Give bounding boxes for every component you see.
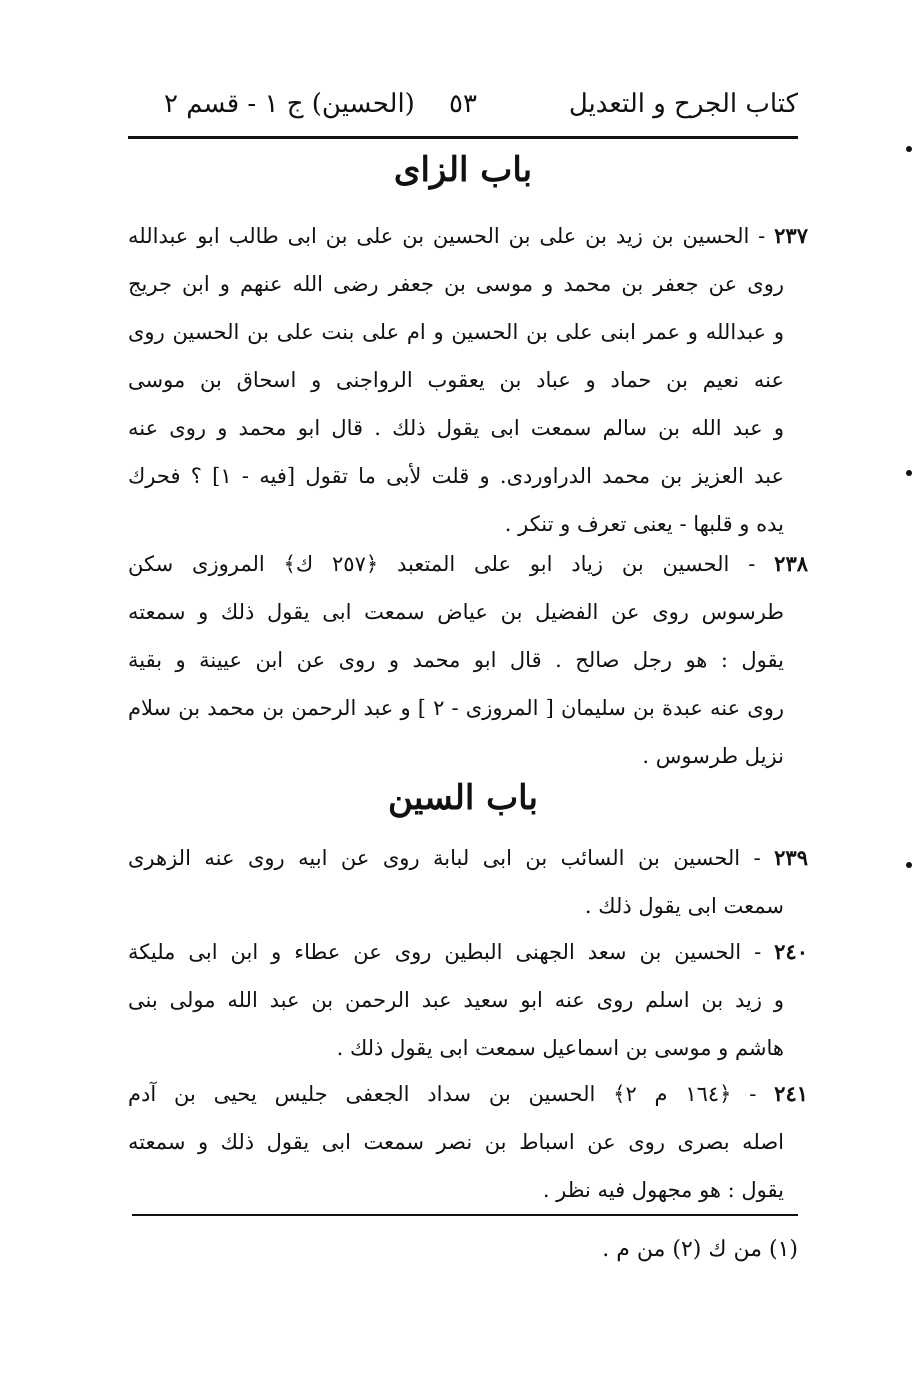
entry-number: ٢٣٨ [774,551,808,576]
entry-number: ٢٤٠ [774,939,808,964]
entry-line: هاشم و موسى بن اسماعيل سمعت ابى يقول ذلك . [336,1036,784,1060]
entry-line: ٢٣٩ - الحسين بن السائب بن ابى لبابة روى عن ابيه روى عنه الزهرى [128,845,808,870]
entry-240 [128,928,808,1072]
section-title-sin: باب السين [388,778,538,818]
entry-line: سمعت ابى يقول ذلك . [584,894,784,918]
entry-line: عنه نعيم بن حماد و عباد بن يعقوب الرواجنى و اسحاق بن موسى [128,368,784,392]
entry-line: روى عنه عبدة بن سليمان [ المروزى - ٢ ] و عبد الرحمن بن محمد بن سلام [128,696,784,720]
entry-line: يقول : هو رجل صالح . قال ابو محمد و روى عن ابن عيينة و بقية [128,648,784,672]
section-title-zay: باب الزاى [393,150,533,190]
entry-line: ٢٣٧ - الحسين بن زيد بن على بن الحسين بن على بن ابى طالب ابو عبدالله [128,223,808,248]
entry-number: ٢٣٩ [774,845,808,870]
margin-dot [906,146,912,152]
entry-line: يقول : هو مجهول فيه نظر . [542,1178,784,1202]
entry-line: عبد العزيز بن محمد الدراوردى. و قلت لأبى ما تقول [فيه - ١] ؟ فحرك [128,464,785,488]
entry-241 [128,1070,808,1214]
entry-line: ٢٣٨ - الحسين بن زياد ابو على المتعبد ﴿٢٥٧ ك﴾ المروزى سكن [128,551,808,576]
margin-dot [906,862,912,868]
entry-line: ٢٤١ - ﴿١٦٤ م ٢﴾ الحسين بن سداد الجعفى جليس يحيى بن آدم [128,1081,808,1106]
footnote-rule [132,1214,798,1216]
section-reference: (الحسين) ج ١ - قسم ٢ [164,89,415,119]
entry-line: ٢٤٠ - الحسين بن سعد الجهنى البطين روى عن عطاء و ابن ابى مليكة [128,939,808,964]
entry-line: و زيد بن اسلم روى عنه ابو سعيد عبد الرحمن بن عبد الله مولى بنى [128,988,784,1012]
running-header [128,82,798,126]
entry-line: و عبد الله بن سالم سمعت ابى يقول ذلك . قال ابو محمد و روى عنه [128,416,784,440]
entry-239 [128,834,808,930]
book-title: كتاب الجرح و التعديل [568,89,798,119]
entry-238 [128,540,808,780]
entry-line: و عبدالله و عمر ابنى على بن الحسين و ام على بنت على بن الحسين روى [128,320,784,344]
margin-dot [906,470,912,476]
page-number: ٥٣ [449,89,477,119]
entry-line: يده و قلبها - يعنى تعرف و تنكر . [504,512,784,536]
entry-line: طرسوس روى عن الفضيل بن عياض سمعت ابى يقول ذلك و سمعته [128,600,784,624]
entry-line: روى عن جعفر بن محمد و موسى بن جعفر رضى الله عنهم و ابن جريج [128,272,784,296]
entry-line: نزيل طرسوس . [642,744,784,768]
entry-number: ٢٤١ [774,1081,808,1106]
entry-number: ٢٣٧ [774,223,808,248]
footnote: (١) من ك (٢) من م . [602,1237,798,1262]
entry-line: اصله بصرى روى عن اسباط بن نصر سمعت ابى يقول ذلك و سمعته [128,1130,784,1154]
header-rule [128,136,798,139]
entry-237 [128,212,808,548]
